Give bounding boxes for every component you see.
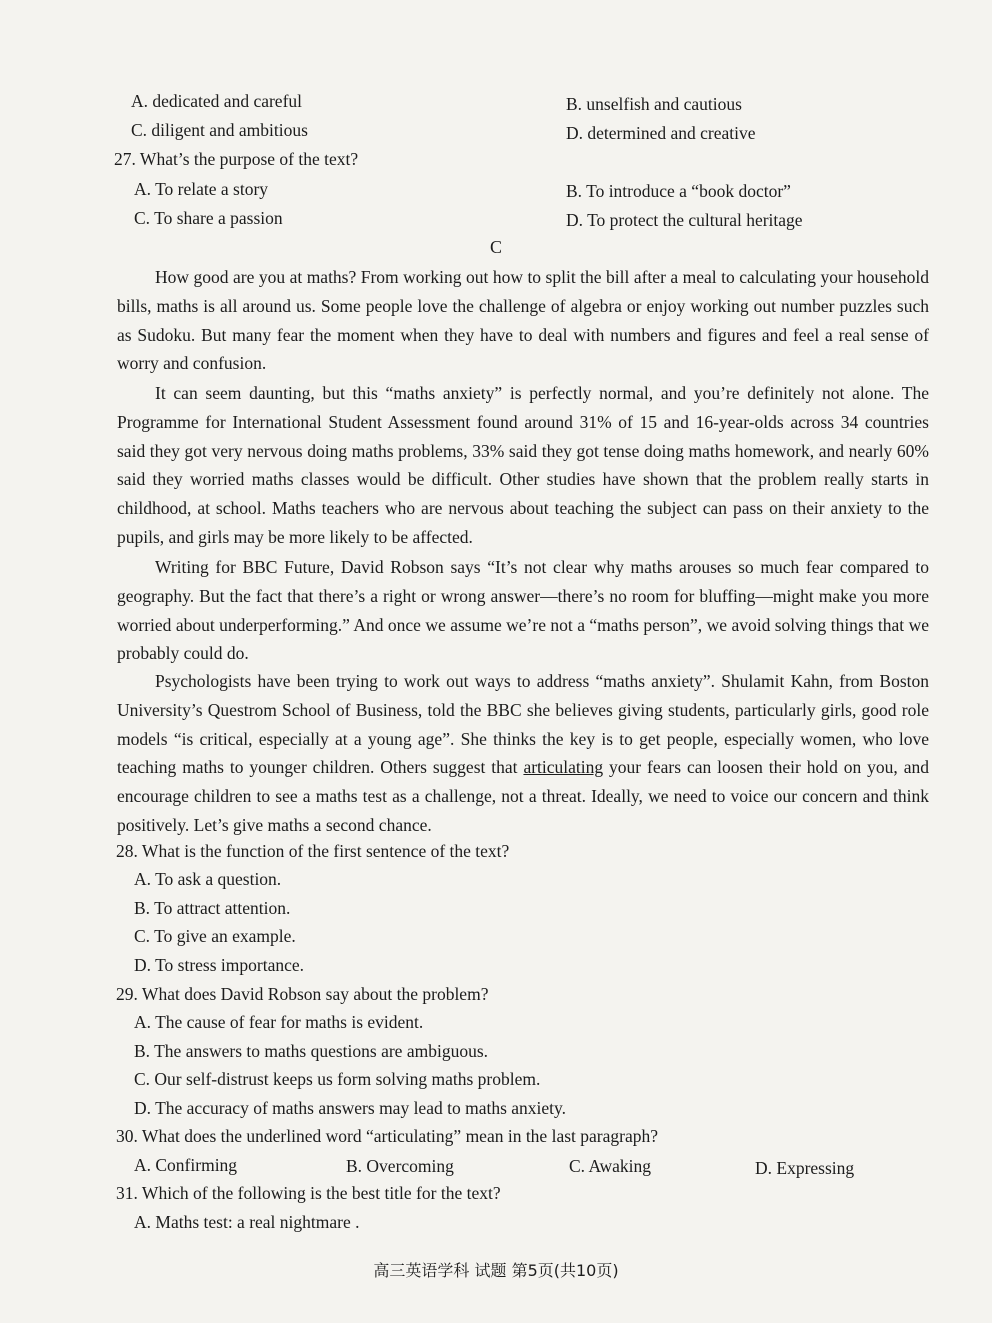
passage-paragraph-1 [117,263,929,378]
paragraph-1-text: How good are you at maths? From working out how to split the bill after a meal to calculating your household bills, maths is all around us. Some people love the challenge of algebra or enjoy working out number puzzles such as Sudoku. But many fear the moment when they have to deal with numbers and figures and feel a real sense of worry and confusion. [117,267,929,374]
q27-option-c: C. To share a passion [134,208,283,228]
section-label: C [489,237,502,257]
q28-stem: 28. What is the function of the first sentence of the text? [116,841,510,861]
underlined-word: articulating [523,757,604,778]
q30-stem: 30. What does the underlined word “articulating” mean in the last paragraph? [116,1126,658,1146]
paragraph-4-text-before: Psychologists have been trying to work out ways to address “maths anxiety”. Shulamit Kahn, from Boston University’s Questrom School of Business, told the BBC she believes giving students, particularly girls, good role models “is critical, especially at a young age”. She thinks the key is to get people, especially women, who love teaching maths to younger children. Others suggest that [117,671,929,778]
passage-paragraph-2 [117,379,929,552]
paragraph-2-text: It can seem daunting, but this “maths anxiety” is perfectly normal, and you’re definitely not alone. The Programme for International Student Assessment found around 31% of 15 and 16-year-olds across 34 countries said they got very nervous doing maths problems, 33% said they got tense doing maths homework, and nearly 60% said they worried maths classes would be difficult. Other studies have shown that the problem really starts in childhood, at school. Maths teachers who are nervous about teaching the subject can pass on their anxiety to the pupils, and girls may be more likely to be affected. [117,383,929,547]
passage-paragraph-3 [117,553,929,668]
q29-option-d: D. The accuracy of maths answers may lead to maths anxiety. [134,1098,567,1118]
q31-option-a: A. Maths test: a real nightmare . [134,1212,360,1232]
q28-option-a: A. To ask a question. [134,869,282,889]
paragraph-3-text: Writing for BBC Future, David Robson says “It’s not clear why maths arouses so much fear compared to geography. But the fact that there’s a right or wrong answer—there’s no room for bluffing—might make you more worried about underperforming.” And once we assume we’re not a “maths person”, we avoid solving things that we probably could do. [117,557,929,664]
q29-option-b: B. The answers to maths questions are ambiguous. [134,1041,488,1061]
q28-option-b: B. To attract attention. [134,898,291,918]
q28-option-c: C. To give an example. [134,926,296,946]
paragraph-4-text-after: your fears can loosen their hold on you, and encourage children to see a maths test as a challenge, not a threat. Ideally, we need to voice our concern and think positively. Let’s give maths a second chance. [117,757,929,835]
q27-stem: 27. What’s the purpose of the text? [114,149,359,169]
page-footer: 高三英语学科 试题 第5页(共10页) [373,1261,619,1280]
q27-option-b: B. To introduce a “book doctor” [566,181,791,201]
q30-option-c: C. Awaking [569,1156,652,1176]
q26-option-a: A. dedicated and careful [131,91,303,111]
q30-option-a: A. Confirming [134,1155,238,1175]
q28-option-d: D. To stress importance. [134,955,305,975]
q26-option-b: B. unselfish and cautious [566,94,742,114]
q26-option-d: D. determined and creative [566,123,756,143]
q29-stem: 29. What does David Robson say about the problem? [116,984,489,1004]
q30-option-b: B. Overcoming [346,1156,454,1176]
q27-option-a: A. To relate a story [134,179,269,199]
q30-option-d: D. Expressing [755,1158,855,1178]
q29-option-c: C. Our self-distrust keeps us form solving maths problem. [134,1069,541,1089]
q31-stem: 31. Which of the following is the best title for the text? [116,1183,501,1203]
q29-option-a: A. The cause of fear for maths is evident. [134,1012,424,1032]
passage-paragraph-4 [117,667,929,840]
q26-option-c: C. diligent and ambitious [131,120,308,140]
q27-option-d: D. To protect the cultural heritage [566,210,803,230]
